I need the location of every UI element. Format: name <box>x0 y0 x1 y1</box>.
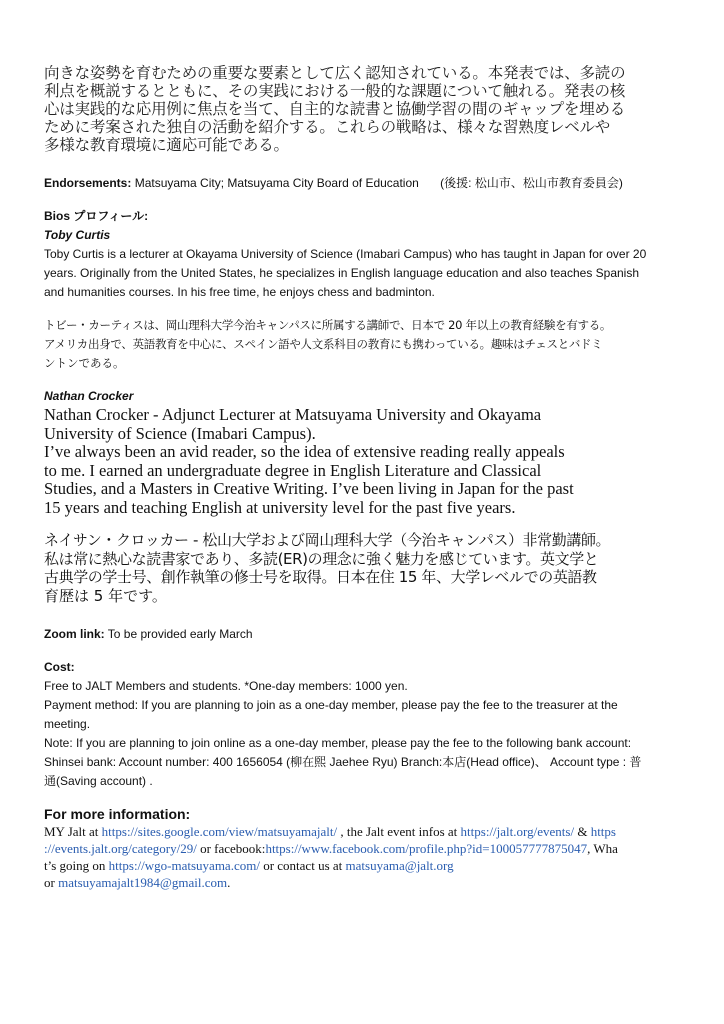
cost-line: Note: If you are planning to join online as a one-day member, please pay the fee to the following bank account: <box>44 736 632 750</box>
bio-line: アメリカ出身で、英語教育を中心に、スペイン語や人文系科目の教育にも携わっている。趣味はチェスとバドミ <box>44 337 603 351</box>
document-page <box>44 64 692 891</box>
wgo-matsuyama-link[interactable]: https://wgo-matsuyama.com/ <box>108 858 260 873</box>
bio-line: Studies, and a Masters in Creative Writing. I’ve been living in Japan for the past <box>44 479 574 498</box>
zoom-label: Zoom link: <box>44 627 105 641</box>
info-text: . <box>227 875 231 890</box>
info-text: , the Jalt event infos at <box>337 824 461 839</box>
more-info-body <box>44 823 692 891</box>
endorsements-jp: (後援: 松山市、松山市教育委員会) <box>440 176 623 190</box>
toby-bio-en <box>44 245 692 302</box>
endorsements-value: Matsuyama City; Matsuyama City Board of Education <box>134 176 419 190</box>
bio-line: ネイサン・クロッカー - 松山大学および岡山理科大学（今治キャンパス）非常勤講師。 <box>44 531 611 549</box>
cost-line: Free to JALT Members and students. *One-day members: 1000 yen. <box>44 679 408 693</box>
cost-heading: Cost: <box>44 660 75 674</box>
bio-line: 15 years and teaching English at university level for the past five years. <box>44 497 516 517</box>
intro-line: 利点を概説するとともに、その実践における一般的な課題について触れる。発表の核 <box>44 82 626 100</box>
bio-line: Toby Curtis is a lecturer at Okayama University of Science (Imabari Campus) who has taught in Japan for over 20 <box>44 247 647 261</box>
bio-line: and humanities courses. In his free time, he enjoys chess and badminton. <box>44 285 435 299</box>
info-text: or facebook: <box>196 841 266 856</box>
bio-line: University of Science (Imabari Campus). <box>44 423 316 443</box>
intro-line: ために考案された独自の活動を紹介する。これらの戦略は、様々な習熟度レベルや <box>44 118 611 136</box>
intro-line: 多様な教育環境に適応可能である。 <box>44 136 289 154</box>
cost-line: 通(Saving account) . <box>44 774 153 788</box>
nathan-name: Nathan Crocker <box>44 389 134 403</box>
info-text: MY Jalt at <box>44 824 102 839</box>
info-text: or contact us at <box>259 858 346 873</box>
bio-line: 私は常に熱心な読書家であり、多読(ER)の理念に強く魅力を感じています。英文学と <box>44 549 599 568</box>
cost-line: Shinsei bank: Account number: 400 1656054 (柳在熙 Jaehee Ryu) Branch:本店(Head office)、 Account type : 普 <box>44 755 642 769</box>
info-text: , Wha <box>587 841 618 856</box>
bio-line: トビー・カーティスは、岡山理科大学今治キャンパスに所属する講師で、日本で 20 年以上の教育経験を有する。 <box>44 318 612 332</box>
bio-line: 古典学の学士号、創作執筆の修士号を取得。日本在住 15 年、大学レベルでの英語教 <box>44 568 597 586</box>
intro-line: 心は実践的な応用例に焦点を当て、自主的な読書と協働学習の間のギャップを埋める <box>44 100 626 118</box>
toby-bio-jp <box>44 316 692 373</box>
info-text: t’s going on <box>44 858 109 873</box>
bio-line: 育歴は 5 年です。 <box>44 586 167 605</box>
nathan-bio-en <box>44 406 692 517</box>
zoom-value: To be provided early March <box>107 627 253 641</box>
cost-details <box>44 677 692 791</box>
jalt-category-link-start[interactable]: https <box>590 824 616 839</box>
cost-line: meeting. <box>44 717 91 731</box>
intro-line: 向きな姿勢を育むための重要な要素として広く認知されている。本発表では、多読の <box>44 64 626 82</box>
jalt-email-link[interactable]: matsuyama@jalt.org <box>345 858 454 873</box>
more-info-heading: For more information: <box>44 806 191 822</box>
bios-heading: Bios プロフィール: <box>44 209 149 223</box>
bio-line: to me. I earned an undergraduate degree in English Literature and Classical <box>44 460 542 480</box>
matsuyama-jalt-site-link[interactable]: https://sites.google.com/view/matsuyamajalt/ <box>101 824 338 839</box>
bio-line: I’ve always been an avid reader, so the idea of extensive reading really appeals <box>44 442 565 461</box>
bio-line: years. Originally from the United States, he specializes in English language education and also teaches Spanish <box>44 266 640 280</box>
toby-name: Toby Curtis <box>44 228 111 242</box>
info-text: & <box>574 824 591 839</box>
endorsements <box>44 174 692 193</box>
gmail-email-link[interactable]: matsuyamajalt1984@gmail.com <box>58 875 228 890</box>
nathan-bio-jp <box>44 531 692 605</box>
bio-line: ントンである。 <box>44 356 125 370</box>
jalt-events-link[interactable]: https://jalt.org/events/ <box>460 824 575 839</box>
info-text: or <box>44 875 59 890</box>
facebook-link[interactable]: https://www.facebook.com/profile.php?id=100057777875047 <box>265 841 588 856</box>
cost-line: Payment method: If you are planning to join as a one-day member, please pay the fee to the treasurer at the <box>44 698 618 712</box>
jalt-category-link-end[interactable]: ://events.jalt.org/category/29/ <box>44 841 197 856</box>
bio-line: Nathan Crocker - Adjunct Lecturer at Matsuyama University and Okayama <box>44 405 542 424</box>
endorsements-label: Endorsements: <box>44 176 132 190</box>
intro-paragraph <box>44 64 692 154</box>
zoom-link <box>44 625 692 644</box>
